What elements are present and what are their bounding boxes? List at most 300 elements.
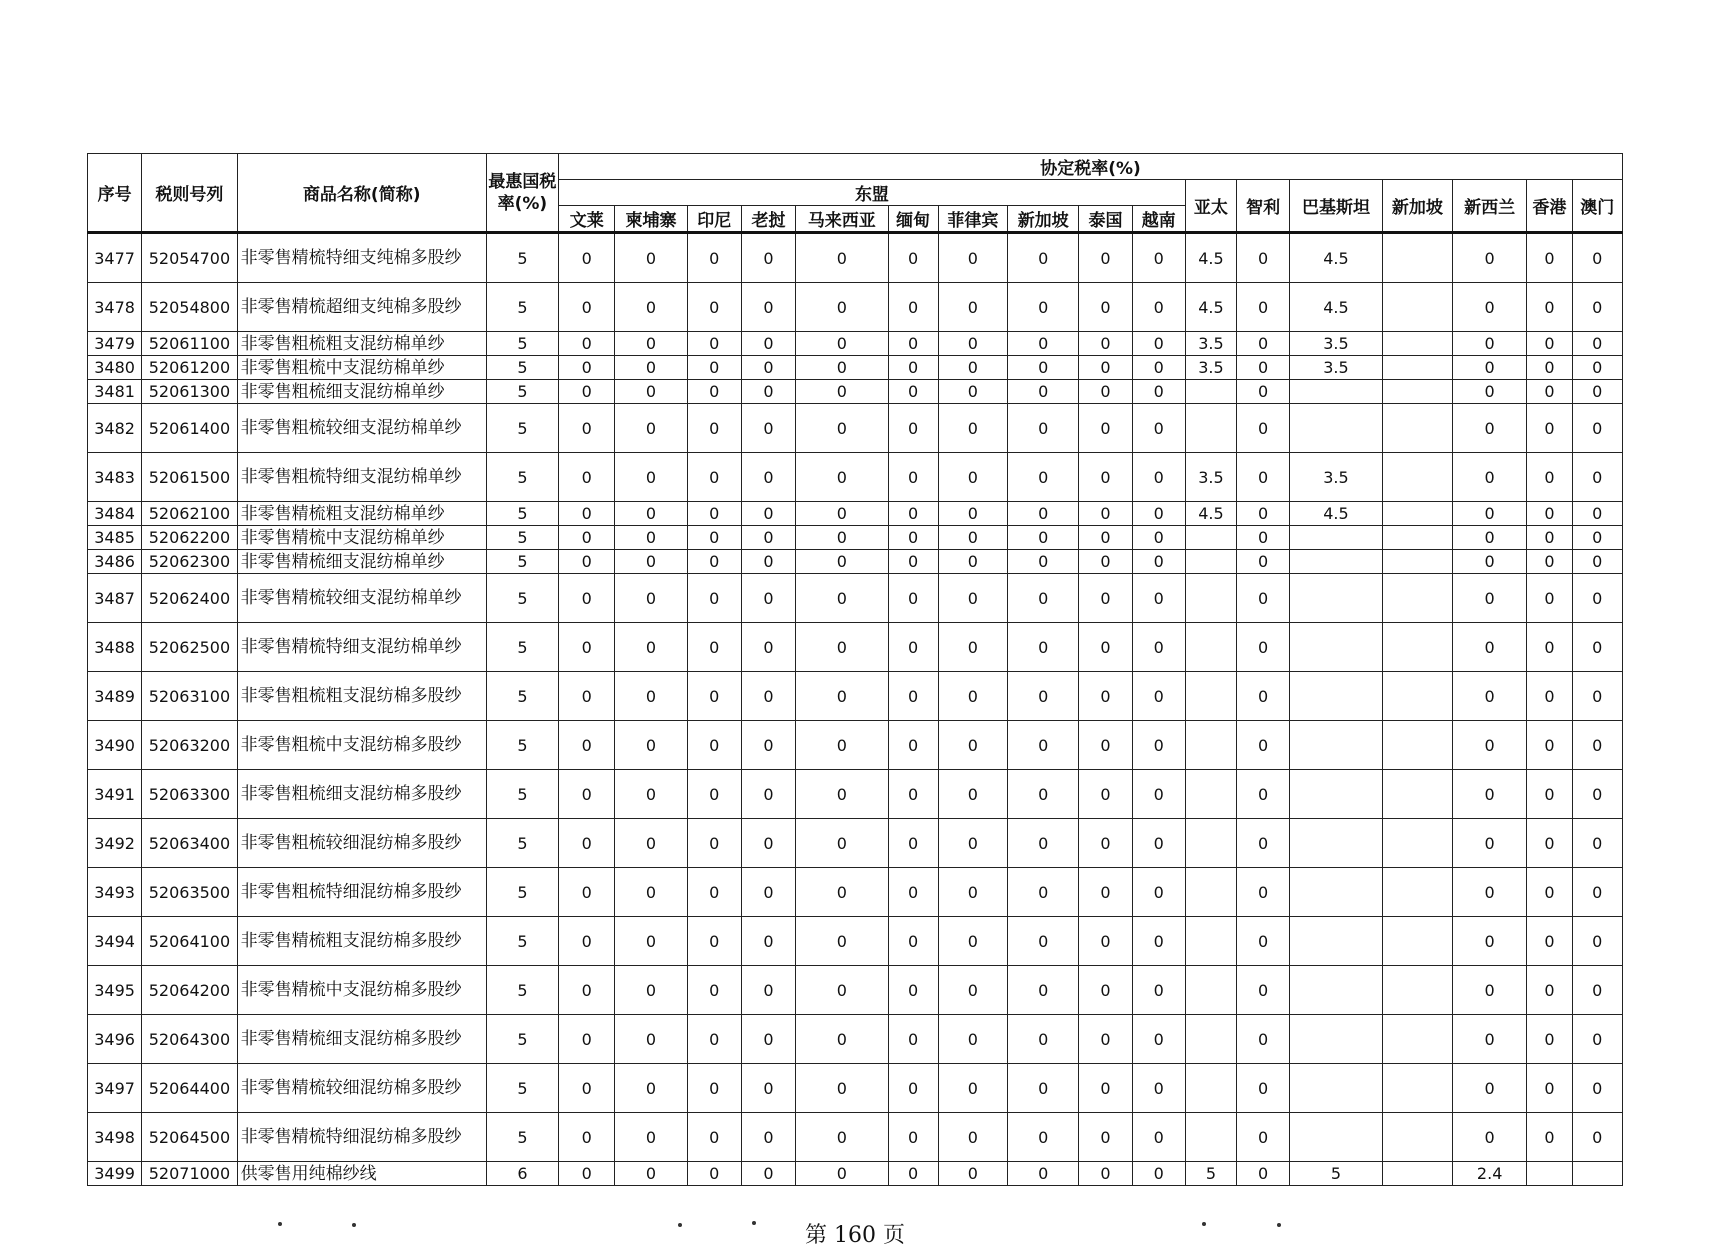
scan-speck: [678, 1223, 682, 1227]
header-other: 澳门: [1572, 180, 1623, 233]
cell-rate: [1382, 770, 1452, 819]
cell-rate: 0: [1008, 1064, 1079, 1113]
cell-rate: 0: [1008, 502, 1079, 526]
cell-rate: 0: [1452, 404, 1526, 453]
cell-rate: [1382, 721, 1452, 770]
cell-rate: 0: [1008, 356, 1079, 380]
cell-name: 非零售精梳粗支混纺棉多股纱: [237, 917, 486, 966]
cell-rate: 0: [1237, 917, 1290, 966]
scan-speck: [1277, 1223, 1281, 1227]
cell-rate: 0: [1572, 1064, 1623, 1113]
cell-rate: 0: [888, 356, 938, 380]
cell-seq: 3479: [88, 332, 142, 356]
cell-rate: 0: [1008, 966, 1079, 1015]
cell-rate: [1290, 1113, 1382, 1162]
cell-rate: 0: [615, 332, 687, 356]
cell-rate: 0: [741, 574, 795, 623]
cell-rate: 0: [1572, 526, 1623, 550]
cell-rate: 0: [1008, 283, 1079, 332]
cell-rate: 0: [1572, 332, 1623, 356]
cell-seq: 3477: [88, 233, 142, 283]
cell-rate: [1382, 404, 1452, 453]
table-row: [88, 453, 1623, 502]
cell-rate: 0: [687, 672, 741, 721]
cell-rate: 0: [1008, 453, 1079, 502]
cell-rate: 0: [741, 233, 795, 283]
cell-rate: 0: [1527, 453, 1572, 502]
cell-rate: 0: [741, 356, 795, 380]
cell-seq: 3489: [88, 672, 142, 721]
cell-rate: [1382, 283, 1452, 332]
table-row: [88, 526, 1623, 550]
page-number: 第 160 页: [805, 1223, 905, 1248]
cell-rate: 0: [1527, 1015, 1572, 1064]
cell-rate: 0: [938, 917, 1007, 966]
cell-rate: 0: [687, 526, 741, 550]
cell-mfn: 5: [486, 502, 558, 526]
cell-rate: [1290, 1015, 1382, 1064]
cell-rate: 0: [1452, 623, 1526, 672]
cell-rate: [1382, 1064, 1452, 1113]
cell-rate: 0: [1527, 1113, 1572, 1162]
cell-rate: 0: [1132, 233, 1185, 283]
cell-rate: 0: [1079, 672, 1132, 721]
cell-mfn: 5: [486, 1113, 558, 1162]
cell-rate: 0: [938, 966, 1007, 1015]
cell-rate: 0: [687, 453, 741, 502]
cell-rate: [1290, 380, 1382, 404]
cell-rate: 0: [1008, 770, 1079, 819]
cell-mfn: 5: [486, 574, 558, 623]
cell-rate: 0: [1452, 283, 1526, 332]
cell-seq: 3480: [88, 356, 142, 380]
cell-code: 52054800: [142, 283, 237, 332]
cell-mfn: 5: [486, 404, 558, 453]
cell-rate: 0: [796, 380, 888, 404]
cell-rate: 0: [1079, 283, 1132, 332]
cell-rate: [1185, 1015, 1236, 1064]
cell-rate: [1382, 502, 1452, 526]
cell-rate: 0: [938, 502, 1007, 526]
cell-rate: 0: [1079, 356, 1132, 380]
cell-rate: 0: [1079, 721, 1132, 770]
cell-rate: 0: [796, 966, 888, 1015]
cell-rate: 0: [687, 1113, 741, 1162]
cell-name: 非零售精梳中支混纺棉单纱: [237, 526, 486, 550]
cell-rate: 0: [1452, 917, 1526, 966]
cell-rate: 3.5: [1290, 356, 1382, 380]
cell-rate: 0: [1237, 1113, 1290, 1162]
cell-rate: 0: [615, 1064, 687, 1113]
cell-rate: 0: [1572, 672, 1623, 721]
cell-rate: 0: [559, 672, 615, 721]
cell-rate: 0: [559, 453, 615, 502]
cell-rate: 0: [1008, 721, 1079, 770]
cell-rate: 0: [741, 721, 795, 770]
cell-rate: 0: [1079, 770, 1132, 819]
cell-rate: 0: [1008, 233, 1079, 283]
cell-rate: 0: [615, 526, 687, 550]
cell-rate: 0: [796, 770, 888, 819]
cell-rate: 0: [1527, 404, 1572, 453]
cell-mfn: 5: [486, 550, 558, 574]
cell-rate: 0: [1079, 526, 1132, 550]
cell-name: 非零售粗梳细支混纺棉多股纱: [237, 770, 486, 819]
cell-rate: 0: [1079, 1113, 1132, 1162]
header-asean-member: 老挝: [741, 206, 795, 233]
cell-rate: 0: [1079, 502, 1132, 526]
cell-rate: [1185, 819, 1236, 868]
cell-code: 52062300: [142, 550, 237, 574]
cell-seq: 3485: [88, 526, 142, 550]
cell-rate: 0: [888, 917, 938, 966]
cell-rate: 0: [687, 721, 741, 770]
cell-rate: [1185, 966, 1236, 1015]
cell-seq: 3498: [88, 1113, 142, 1162]
cell-seq: 3488: [88, 623, 142, 672]
cell-rate: 0: [1132, 1162, 1185, 1186]
cell-rate: 0: [1237, 721, 1290, 770]
cell-rate: 0: [1237, 574, 1290, 623]
cell-rate: 0: [1527, 966, 1572, 1015]
cell-rate: 0: [687, 1064, 741, 1113]
cell-rate: 0: [615, 453, 687, 502]
cell-code: 52063300: [142, 770, 237, 819]
cell-rate: 0: [741, 550, 795, 574]
cell-rate: 0: [559, 623, 615, 672]
cell-code: 52061300: [142, 380, 237, 404]
cell-seq: 3483: [88, 453, 142, 502]
cell-rate: 0: [796, 672, 888, 721]
cell-rate: 0: [1237, 1162, 1290, 1186]
cell-rate: [1185, 574, 1236, 623]
scan-speck: [752, 1221, 756, 1225]
table-row: [88, 672, 1623, 721]
tariff-table: [87, 153, 1623, 1186]
cell-rate: 0: [1132, 672, 1185, 721]
cell-rate: 5: [1290, 1162, 1382, 1186]
cell-rate: 0: [1527, 380, 1572, 404]
cell-rate: 0: [1132, 1064, 1185, 1113]
cell-rate: 0: [1132, 332, 1185, 356]
cell-rate: [1185, 672, 1236, 721]
cell-code: 52064500: [142, 1113, 237, 1162]
cell-rate: 0: [1527, 721, 1572, 770]
cell-mfn: 5: [486, 332, 558, 356]
cell-rate: 0: [687, 868, 741, 917]
cell-rate: 0: [741, 1162, 795, 1186]
cell-rate: 0: [888, 1015, 938, 1064]
cell-rate: 0: [615, 868, 687, 917]
cell-name: 非零售精梳中支混纺棉多股纱: [237, 966, 486, 1015]
cell-code: 52061400: [142, 404, 237, 453]
cell-rate: 0: [615, 966, 687, 1015]
cell-rate: 0: [1572, 917, 1623, 966]
cell-rate: 0: [1008, 868, 1079, 917]
cell-rate: 0: [1572, 1113, 1623, 1162]
cell-name: 非零售粗梳较细混纺棉多股纱: [237, 819, 486, 868]
cell-rate: 0: [615, 283, 687, 332]
cell-rate: 0: [796, 404, 888, 453]
cell-rate: [1290, 550, 1382, 574]
cell-rate: 0: [1132, 356, 1185, 380]
cell-rate: 0: [1079, 623, 1132, 672]
cell-rate: 3.5: [1185, 332, 1236, 356]
cell-code: 52064200: [142, 966, 237, 1015]
cell-code: 52063500: [142, 868, 237, 917]
table-row: [88, 917, 1623, 966]
cell-rate: 0: [1572, 966, 1623, 1015]
cell-seq: 3484: [88, 502, 142, 526]
cell-rate: 0: [888, 283, 938, 332]
cell-rate: 0: [687, 623, 741, 672]
scan-speck: [1202, 1222, 1206, 1226]
table-row: [88, 356, 1623, 380]
cell-rate: [1290, 721, 1382, 770]
cell-rate: 0: [888, 1113, 938, 1162]
cell-rate: 0: [1572, 233, 1623, 283]
header-mfn: 最惠国税率(%): [486, 154, 558, 233]
cell-rate: 0: [796, 1064, 888, 1113]
table-row: [88, 502, 1623, 526]
cell-rate: 0: [1132, 917, 1185, 966]
table-row: [88, 868, 1623, 917]
table-row: [88, 966, 1623, 1015]
header-other: 巴基斯坦: [1290, 180, 1382, 233]
cell-rate: [1290, 868, 1382, 917]
cell-rate: 0: [888, 404, 938, 453]
cell-rate: 0: [1572, 868, 1623, 917]
cell-rate: 0: [1008, 917, 1079, 966]
header-asean-member: 泰国: [1079, 206, 1132, 233]
cell-rate: 0: [888, 502, 938, 526]
cell-rate: 0: [687, 770, 741, 819]
cell-rate: 0: [1132, 623, 1185, 672]
cell-rate: 0: [888, 1064, 938, 1113]
cell-rate: [1185, 404, 1236, 453]
table-row: [88, 380, 1623, 404]
cell-rate: [1382, 1015, 1452, 1064]
cell-name: 非零售粗梳特细支混纺棉单纱: [237, 453, 486, 502]
cell-mfn: 5: [486, 526, 558, 550]
cell-rate: 3.5: [1290, 332, 1382, 356]
cell-rate: 0: [1132, 819, 1185, 868]
cell-rate: 0: [1237, 332, 1290, 356]
cell-rate: 0: [559, 550, 615, 574]
cell-seq: 3481: [88, 380, 142, 404]
cell-name: 非零售精梳细支混纺棉多股纱: [237, 1015, 486, 1064]
header-asean-member: 菲律宾: [938, 206, 1007, 233]
header-other: 香港: [1527, 180, 1572, 233]
cell-rate: 0: [888, 868, 938, 917]
cell-rate: 0: [559, 917, 615, 966]
cell-name: 非零售精梳特细支混纺棉单纱: [237, 623, 486, 672]
cell-rate: 0: [938, 380, 1007, 404]
table-row: [88, 574, 1623, 623]
cell-rate: 0: [1527, 502, 1572, 526]
cell-rate: 0: [938, 1064, 1007, 1113]
cell-mfn: 5: [486, 917, 558, 966]
cell-rate: 0: [796, 453, 888, 502]
cell-rate: 0: [938, 283, 1007, 332]
table-row: [88, 283, 1623, 332]
cell-rate: 0: [1008, 380, 1079, 404]
cell-code: 52063400: [142, 819, 237, 868]
cell-rate: [1290, 966, 1382, 1015]
cell-rate: 0: [1452, 770, 1526, 819]
cell-rate: 0: [1132, 526, 1185, 550]
cell-rate: 0: [741, 332, 795, 356]
header-other: 智利: [1237, 180, 1290, 233]
scan-speck: [278, 1222, 282, 1226]
cell-rate: 0: [1008, 1015, 1079, 1064]
cell-code: 52064300: [142, 1015, 237, 1064]
cell-rate: 0: [687, 1162, 741, 1186]
cell-rate: 0: [1527, 574, 1572, 623]
cell-rate: 0: [1237, 1015, 1290, 1064]
cell-rate: 0: [1132, 380, 1185, 404]
cell-rate: 5: [1185, 1162, 1236, 1186]
cell-seq: 3495: [88, 966, 142, 1015]
cell-rate: 0: [938, 1113, 1007, 1162]
cell-rate: 0: [741, 404, 795, 453]
cell-rate: [1382, 966, 1452, 1015]
cell-rate: 0: [1008, 1162, 1079, 1186]
cell-rate: 0: [796, 526, 888, 550]
cell-rate: 0: [741, 283, 795, 332]
cell-rate: 4.5: [1290, 283, 1382, 332]
cell-rate: 0: [888, 574, 938, 623]
table-row: [88, 819, 1623, 868]
cell-rate: 0: [741, 623, 795, 672]
cell-rate: 0: [888, 721, 938, 770]
cell-seq: 3494: [88, 917, 142, 966]
cell-mfn: 5: [486, 233, 558, 283]
cell-rate: 0: [1008, 332, 1079, 356]
cell-rate: 0: [741, 966, 795, 1015]
cell-rate: 0: [1452, 721, 1526, 770]
cell-rate: [1382, 574, 1452, 623]
table-row: [88, 721, 1623, 770]
cell-rate: 0: [938, 1015, 1007, 1064]
cell-mfn: 5: [486, 721, 558, 770]
cell-rate: 0: [796, 868, 888, 917]
cell-name: 非零售粗梳细支混纺棉单纱: [237, 380, 486, 404]
cell-rate: [1185, 917, 1236, 966]
cell-mfn: 5: [486, 356, 558, 380]
cell-rate: 0: [1572, 721, 1623, 770]
table-row: [88, 1113, 1623, 1162]
cell-rate: 0: [615, 380, 687, 404]
cell-rate: 0: [615, 574, 687, 623]
cell-rate: 0: [615, 819, 687, 868]
cell-rate: 0: [1008, 819, 1079, 868]
cell-seq: 3487: [88, 574, 142, 623]
cell-code: 52061500: [142, 453, 237, 502]
cell-rate: 0: [741, 453, 795, 502]
cell-rate: [1290, 917, 1382, 966]
cell-rate: 0: [615, 672, 687, 721]
cell-rate: 0: [687, 1015, 741, 1064]
cell-rate: 0: [559, 502, 615, 526]
cell-seq: 3496: [88, 1015, 142, 1064]
cell-seq: 3493: [88, 868, 142, 917]
cell-rate: 4.5: [1185, 283, 1236, 332]
cell-mfn: 5: [486, 283, 558, 332]
cell-rate: 0: [1079, 233, 1132, 283]
cell-code: 52062400: [142, 574, 237, 623]
cell-name: 非零售粗梳特细混纺棉多股纱: [237, 868, 486, 917]
cell-rate: 0: [938, 332, 1007, 356]
cell-rate: 0: [796, 1015, 888, 1064]
header-other: 亚太: [1185, 180, 1236, 233]
cell-rate: 0: [687, 332, 741, 356]
cell-rate: 3.5: [1185, 453, 1236, 502]
cell-rate: 0: [1237, 550, 1290, 574]
cell-rate: 0: [1237, 623, 1290, 672]
cell-rate: 0: [1079, 332, 1132, 356]
cell-rate: 0: [1572, 770, 1623, 819]
cell-rate: 0: [1079, 1015, 1132, 1064]
header-name: 商品名称(简称): [237, 154, 486, 233]
cell-rate: 0: [741, 526, 795, 550]
cell-rate: 0: [741, 770, 795, 819]
cell-rate: 0: [687, 380, 741, 404]
cell-rate: [1290, 770, 1382, 819]
cell-rate: [1290, 574, 1382, 623]
cell-name: 非零售粗梳中支混纺棉单纱: [237, 356, 486, 380]
cell-code: 52061100: [142, 332, 237, 356]
table-row: [88, 1064, 1623, 1113]
cell-rate: 0: [1237, 1064, 1290, 1113]
cell-rate: 0: [1079, 966, 1132, 1015]
cell-rate: 0: [1237, 356, 1290, 380]
header-other: 新加坡: [1382, 180, 1452, 233]
cell-rate: 4.5: [1185, 502, 1236, 526]
cell-rate: 0: [559, 283, 615, 332]
cell-rate: [1290, 623, 1382, 672]
cell-rate: 0: [1132, 770, 1185, 819]
cell-rate: 0: [741, 1064, 795, 1113]
cell-mfn: 5: [486, 672, 558, 721]
cell-rate: [1382, 623, 1452, 672]
cell-rate: 0: [615, 1113, 687, 1162]
cell-rate: [1185, 868, 1236, 917]
header-asean-member: 印尼: [687, 206, 741, 233]
cell-rate: 0: [559, 770, 615, 819]
cell-rate: 0: [559, 819, 615, 868]
cell-rate: 0: [938, 672, 1007, 721]
cell-rate: 0: [796, 623, 888, 672]
cell-rate: 0: [1132, 868, 1185, 917]
cell-code: 52064400: [142, 1064, 237, 1113]
cell-rate: 0: [796, 1113, 888, 1162]
cell-rate: [1382, 1113, 1452, 1162]
cell-rate: 0: [1452, 332, 1526, 356]
cell-rate: 0: [1079, 380, 1132, 404]
table-row: [88, 770, 1623, 819]
cell-rate: 0: [615, 502, 687, 526]
table-row: [88, 332, 1623, 356]
cell-rate: 0: [1237, 453, 1290, 502]
cell-rate: 0: [1079, 819, 1132, 868]
table-row: [88, 550, 1623, 574]
header-code: 税则号列: [142, 154, 237, 233]
cell-rate: 0: [1008, 526, 1079, 550]
cell-rate: 0: [1237, 283, 1290, 332]
cell-seq: 3490: [88, 721, 142, 770]
cell-rate: 0: [1572, 1015, 1623, 1064]
